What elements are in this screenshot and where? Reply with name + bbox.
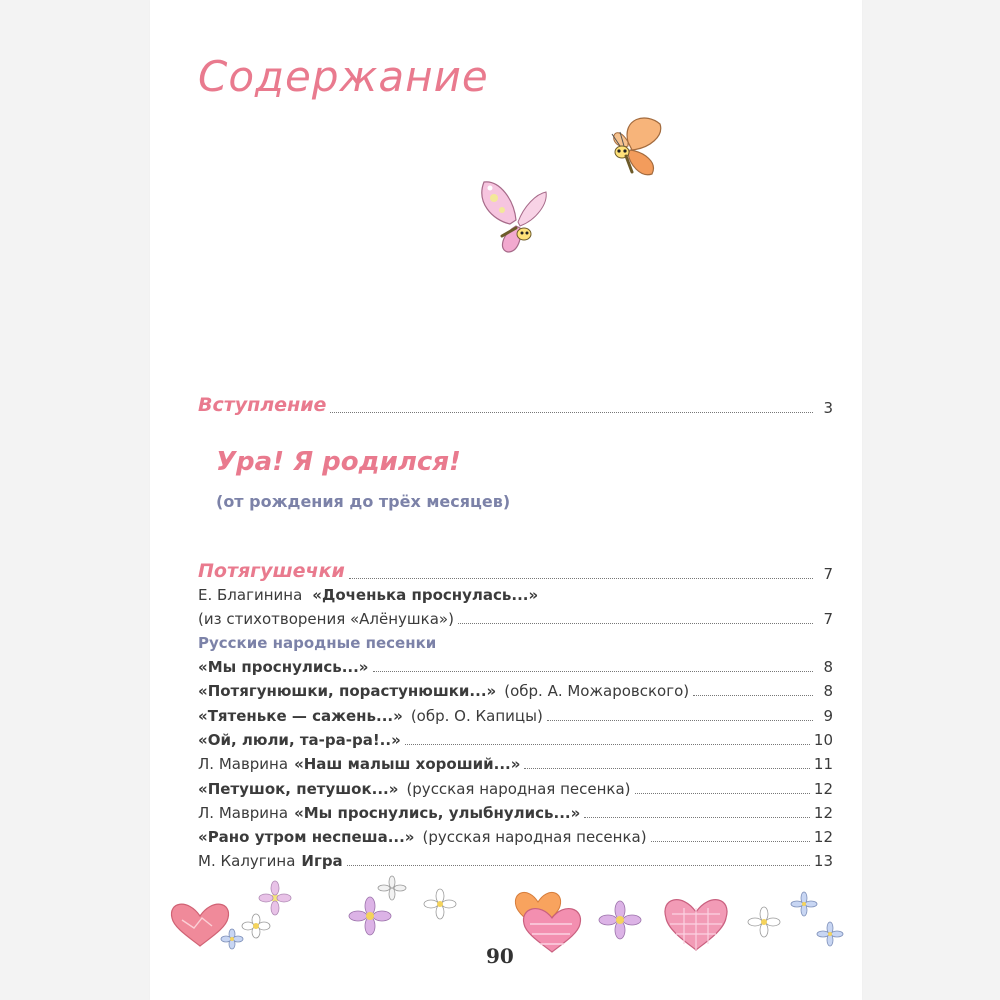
leader-dots xyxy=(524,767,809,769)
decorative-border xyxy=(160,868,850,958)
flower-icon xyxy=(242,914,270,938)
page-number: 90 xyxy=(486,944,514,968)
chapter-label: Потягушечки xyxy=(198,560,345,582)
entry-author: Е. Благинина xyxy=(198,586,303,604)
section-title: Ура! Я родился! xyxy=(216,447,461,477)
toc-entry xyxy=(198,682,833,700)
toc-entry xyxy=(198,780,833,798)
heart-icon xyxy=(515,892,580,952)
entry-note: (русская народная песенка) xyxy=(422,828,647,846)
intro-page: 3 xyxy=(823,398,833,417)
heart-icon xyxy=(665,900,727,950)
leader-dots xyxy=(458,622,813,624)
flower-icon xyxy=(748,907,780,937)
flower-icon xyxy=(817,922,843,946)
entry-page: 7 xyxy=(823,610,833,628)
entry-title: «Рано утром неспеша...» xyxy=(198,828,415,846)
flower-icon xyxy=(259,881,291,915)
entry-author: М. Калугина xyxy=(198,852,296,870)
entry-title: «Петушок, петушок...» xyxy=(198,780,399,798)
toc-chapter xyxy=(198,560,833,583)
leader-dots xyxy=(693,694,813,696)
entry-page: 8 xyxy=(823,682,833,700)
flower-icon xyxy=(599,901,641,939)
toc-entry-blaginina-source xyxy=(198,610,833,628)
toc-entry xyxy=(198,731,833,749)
entry-title: «Потягунюшки, порастунюшки...» xyxy=(198,682,497,700)
flower-icon xyxy=(791,892,817,916)
leader-dots xyxy=(635,792,810,794)
entry-source: (из стихотворения «Алёнушка») xyxy=(198,610,454,628)
toc-entry xyxy=(198,658,833,676)
group-label: Русские народные песенки xyxy=(198,634,437,652)
entry-author: Л. Маврина xyxy=(198,804,289,822)
flower-icon xyxy=(424,889,456,919)
entry-note: (обр. А. Можаровского) xyxy=(504,682,690,700)
entry-page: 8 xyxy=(823,658,833,676)
entry-title: «Мы проснулись...» xyxy=(198,658,369,676)
entry-page: 11 xyxy=(813,755,833,773)
leader-dots xyxy=(373,670,813,672)
toc-entry xyxy=(198,707,833,725)
entry-note: (обр. О. Капицы) xyxy=(410,707,543,725)
toc-entry xyxy=(198,828,833,846)
entry-page: 10 xyxy=(813,731,833,749)
leader-dots xyxy=(349,577,813,579)
section-subtitle: (от рождения до трёх месяцев) xyxy=(216,492,511,511)
flower-icon xyxy=(378,876,406,900)
entry-title: «Ой, люли, та-ра-ра!..» xyxy=(198,731,401,749)
pink-butterfly-icon xyxy=(472,172,554,254)
entry-page: 12 xyxy=(813,804,833,822)
entry-title: Игра xyxy=(301,852,343,870)
toc-entry xyxy=(198,804,833,822)
entry-page: 13 xyxy=(813,852,833,870)
chapter-page: 7 xyxy=(823,564,833,583)
toc-entry-blaginina xyxy=(198,586,833,604)
leader-dots xyxy=(405,743,810,745)
leader-dots xyxy=(547,719,813,721)
toc-entry xyxy=(198,755,833,773)
toc-intro xyxy=(198,394,833,417)
entry-page: 9 xyxy=(823,707,833,725)
entry-title: «Наш малыш хороший...» xyxy=(294,755,521,773)
entry-title: «Доченька проснулась...» xyxy=(312,586,539,604)
leader-dots xyxy=(584,816,810,818)
entry-page: 12 xyxy=(813,780,833,798)
orange-butterfly-icon xyxy=(598,112,668,182)
flower-icon xyxy=(349,897,391,935)
flower-icon xyxy=(221,929,243,949)
entry-note: (русская народная песенка) xyxy=(406,780,631,798)
leader-dots xyxy=(651,840,810,842)
intro-label: Вступление xyxy=(198,394,327,416)
heart-icon xyxy=(171,904,228,946)
entry-page: 12 xyxy=(813,828,833,846)
entry-author: Л. Маврина xyxy=(198,755,289,773)
entry-title: «Тятеньке — сажень...» xyxy=(198,707,403,725)
leader-dots xyxy=(330,411,813,413)
entry-title: «Мы проснулись, улыбнулись...» xyxy=(294,804,581,822)
leader-dots xyxy=(347,864,810,866)
page-title: Содержание xyxy=(198,52,489,101)
